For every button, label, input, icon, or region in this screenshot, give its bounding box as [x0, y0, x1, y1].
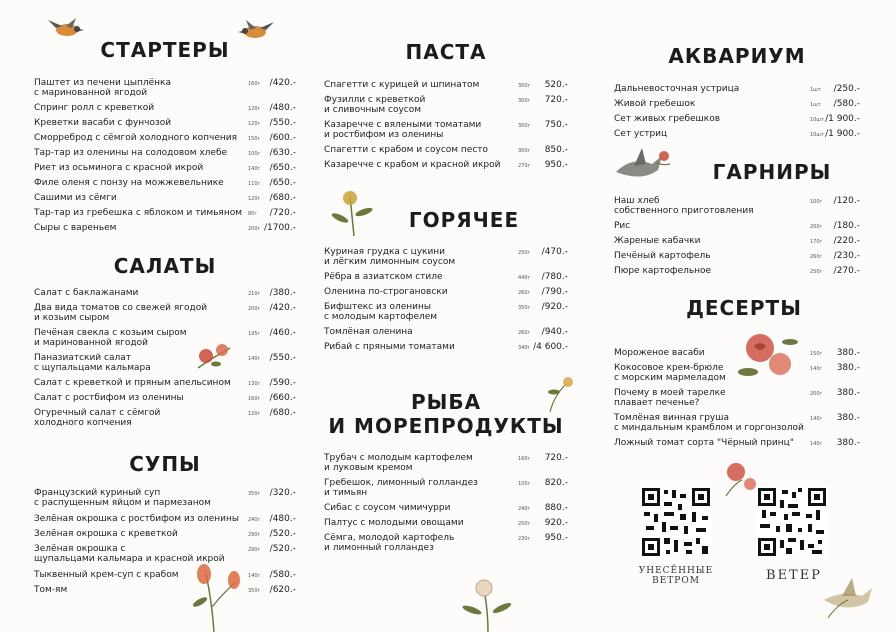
menu-item-name: Филе оленя с понзу на можжевельнике: [34, 178, 224, 188]
menu-item-name: Спагетти с крабом и соусом песто: [324, 145, 489, 155]
menu-item-weight: 200г: [248, 226, 261, 232]
menu-item-price: /580.-: [269, 570, 296, 580]
menu-item-name: Печёный картофель: [614, 251, 711, 261]
menu-item-price: /790.-: [541, 287, 568, 297]
menu-item-price: /650.-: [269, 178, 296, 188]
menu-item-name: Салат с креветкой и пряным апельсином: [34, 378, 231, 388]
menu-item-name: Салат с баклажанами: [34, 288, 139, 298]
menu-item-weight: 120г: [248, 106, 261, 112]
menu-item-price: /940.-: [541, 327, 568, 337]
menu-item-weight: 80г: [248, 211, 257, 217]
menu-item-name: Креветки васаби с фунчозой: [34, 118, 172, 128]
menu-item-name: Дальневосточная устрица: [614, 84, 740, 94]
menu-item-name: Сет живых гребешков: [614, 114, 721, 124]
fish-title-line1: РЫБА: [410, 390, 482, 414]
menu-item-weight: 240г: [518, 506, 531, 512]
qr-code-left[interactable]: [640, 486, 712, 558]
soups-title: СУПЫ: [129, 452, 201, 476]
menu-item-name: Сибас с соусом чимичурри: [324, 503, 451, 513]
menu-item-price: 920.-: [544, 518, 568, 528]
menu-item-name: Казаречче с крабом и красной икрой: [324, 160, 501, 170]
menu-item-price: 950.-: [544, 533, 568, 543]
menu-item-price: /1 900.-: [825, 129, 860, 139]
logo-left-line2: ВЕТРОМ: [652, 576, 700, 586]
menu-item-name: Трубач с молодым картофелем и луковым кремом: [324, 453, 473, 473]
menu-item-weight: 100г: [248, 151, 261, 157]
menu-item-price: 380.-: [836, 348, 860, 358]
menu-item-name: Оленина по-строгановски: [324, 287, 448, 297]
menu-item-name: Сашими из сёмги: [34, 193, 117, 203]
menu-item-weight: 140г: [810, 366, 823, 372]
menu-item-weight: 100г: [810, 199, 823, 205]
qr-code-right[interactable]: [756, 486, 828, 558]
menu-item-name: Огуречный салат с сёмгой холодного копчения: [34, 408, 161, 428]
menu-item-weight: 250г: [810, 269, 823, 275]
menu-item-price: 720.-: [544, 453, 568, 463]
menu-item-name: Гребешок, лимонный голландез и тимьян: [324, 478, 478, 498]
menu-item-price: /550.-: [269, 118, 296, 128]
menu-item-name: Французский куриный суп с распущенным яйцом и пармезаном: [34, 488, 211, 508]
menu-item-name: Зелёная окрошка с щупальцами кальмара и красной икрой: [34, 544, 225, 564]
menu-item-price: 380.-: [836, 438, 860, 448]
aquarium-title: АКВАРИУМ: [668, 44, 806, 68]
menu-item-weight: 120г: [248, 196, 261, 202]
menu-item-name: Салат с ростбифом из оленины: [34, 393, 184, 403]
menu-item-name: Печёная свекла с козьим сыром и маринованной ягодой: [34, 328, 187, 348]
menu-item-weight: 160г: [248, 396, 261, 402]
menu-item-name: Почему в моей тарелке плавает печенье?: [614, 388, 726, 408]
menu-item-weight: 170г: [810, 239, 823, 245]
menu-item-name: Риет из осьминога с красной икрой: [34, 163, 204, 173]
desserts-title: ДЕСЕРТЫ: [686, 296, 802, 320]
menu-item-price: /590.-: [269, 378, 296, 388]
menu-item-price: /470.-: [541, 247, 568, 257]
menu-item-name: Томлёная винная груша с миндальным крамблом и горгонзолой: [614, 413, 804, 433]
menu-item-weight: 260г: [810, 254, 823, 260]
menu-item-weight: 140г: [248, 166, 261, 172]
menu-item-name: Том-ям: [34, 585, 68, 595]
menu-item-weight: 300г: [518, 98, 531, 104]
logo-right: ВЕТЕР: [766, 568, 822, 583]
menu-item-weight: 10шт: [810, 132, 824, 138]
menu-item-weight: 200г: [248, 306, 261, 312]
menu-item-weight: 300г: [518, 148, 531, 154]
menu-item-name: Палтус с молодыми овощами: [324, 518, 464, 528]
menu-item-weight: 240г: [248, 517, 261, 523]
menu-item-name: Два вида томатов со свежей ягодой и козьим сыром: [34, 303, 208, 323]
menu-item-price: /630.-: [269, 148, 296, 158]
menu-item-name: Рёбра в азиатском стиле: [324, 272, 443, 282]
menu-item-weight: 140г: [810, 441, 823, 447]
menu-item-price: 820.-: [544, 478, 568, 488]
menu-item-weight: 290г: [248, 532, 261, 538]
menu-item-price: /920.-: [541, 302, 568, 312]
menu-item-name: Паштет из печени цыплёнка с маринованной ягодой: [34, 78, 172, 98]
menu-item-price: /270.-: [833, 266, 860, 276]
menu-item-price: 380.-: [836, 388, 860, 398]
menu-item-price: /520.-: [269, 544, 296, 554]
menu-item-price: /1700.-: [263, 223, 296, 233]
menu-item-price: /720.-: [269, 208, 296, 218]
hot-title: ГОРЯЧЕЕ: [408, 208, 520, 232]
menu-item-name: Сет устриц: [614, 129, 668, 139]
menu-item-weight: 200г: [518, 521, 531, 527]
menu-item-weight: 160г: [248, 81, 261, 87]
menu-item-weight: 150г: [248, 136, 261, 142]
menu-item-name: Живой гребешок: [614, 99, 696, 109]
menu-item-price: /480.-: [269, 514, 296, 524]
menu-item-price: /230.-: [833, 251, 860, 261]
menu-item-weight: 290г: [248, 547, 261, 553]
menu-item-weight: 1шт: [810, 87, 821, 93]
menu-item-weight: 440г: [518, 275, 531, 281]
menu-item-name: Наш хлеб собственного приготовления: [614, 196, 754, 216]
menu-item-price: 850.-: [544, 145, 568, 155]
menu-item-name: Томлёная оленина: [324, 327, 413, 337]
menu-item-price: /520.-: [269, 529, 296, 539]
menu-item-price: /460.-: [269, 328, 296, 338]
menu-item-weight: 210г: [248, 291, 261, 297]
menu-item-name: Ложный томат сорта "Чёрный принц": [614, 438, 794, 448]
menu-item-name: Фузилли с креветкой и сливочным соусом: [324, 95, 426, 115]
flower-illustration-desserts: [736, 326, 800, 386]
menu-item-name: Сыры с вареньем: [34, 223, 117, 233]
menu-item-price: /650.-: [269, 163, 296, 173]
menu-item-weight: 140г: [248, 573, 261, 579]
menu-item-weight: 260г: [518, 330, 531, 336]
menu-item-weight: 270г: [518, 163, 531, 169]
flower-illustration-soups: [184, 562, 244, 632]
menu-item-name: Зелёная окрошка с ростбифом из оленины: [34, 514, 239, 524]
menu-item-weight: 140г: [248, 356, 261, 362]
menu-item-price: /250.-: [833, 84, 860, 94]
menu-item-price: 720.-: [544, 95, 568, 105]
menu-item-name: Куриная грудка с цукини и лёгким лимонным соусом: [324, 247, 456, 267]
pasta-title: ПАСТА: [405, 40, 487, 64]
menu-item-price: /420.-: [269, 303, 296, 313]
salads-title: САЛАТЫ: [113, 254, 217, 278]
menu-item-name: Бифштекс из оленины с молодым картофелем: [324, 302, 438, 322]
menu-item-name: Тар-тар из оленины на солодовом хлебе: [34, 148, 228, 158]
menu-item-weight: 100г: [518, 481, 531, 487]
sides-title: ГАРНИРЫ: [712, 160, 832, 184]
menu-item-weight: 150г: [810, 351, 823, 357]
flower-illustration-bottom-middle: [458, 570, 518, 632]
menu-item-name: Спагетти с курицей и шпинатом: [324, 80, 480, 90]
menu-item-price: /580.-: [833, 99, 860, 109]
menu-item-price: 880.-: [544, 503, 568, 513]
flower-illustration-salads: [192, 338, 236, 374]
menu-item-weight: 195г: [248, 331, 261, 337]
menu-item-price: /4 600.-: [533, 342, 568, 352]
menu-item-name: Жареные кабачки: [614, 236, 701, 246]
menu-item-price: /550.-: [269, 353, 296, 363]
menu-item-price: 950.-: [544, 160, 568, 170]
menu-item-weight: 130г: [248, 381, 261, 387]
menu-item-price: /320.-: [269, 488, 296, 498]
menu-item-weight: 200г: [810, 391, 823, 397]
menu-item-weight: 250г: [518, 250, 531, 256]
menu-item-weight: 300г: [518, 83, 531, 89]
menu-item-weight: 350г: [518, 305, 531, 311]
flower-illustration-hot: [330, 186, 376, 236]
menu-item-weight: 160г: [518, 456, 531, 462]
bird-illustration-right: [236, 20, 274, 42]
logo-left: [636, 566, 716, 586]
menu-item-name: Сёмга, молодой картофель и лимонный голландез: [324, 533, 455, 553]
menu-item-price: /620.-: [269, 585, 296, 595]
menu-item-name: Паназиатский салат с щупальцами кальмара: [34, 353, 151, 373]
menu-item-weight: 300г: [518, 123, 531, 129]
menu-item-name: Зелёная окрошка с креветкой: [34, 529, 178, 539]
menu-item-weight: 10шт: [810, 117, 824, 123]
menu-item-price: /420.-: [269, 78, 296, 88]
menu-item-price: /680.-: [269, 408, 296, 418]
menu-item-weight: 120г: [248, 121, 261, 127]
menu-item-price: /660.-: [269, 393, 296, 403]
bird-illustration-sides: [612, 146, 672, 186]
menu-item-weight: 110г: [248, 181, 261, 187]
menu-item-name: Казаречче с вялеными томатами и ростбифом из оленины: [324, 120, 482, 140]
menu-item-name: Кокосовое крем-брюле с морским мармеладом: [614, 363, 726, 383]
fish-title-line2: И МОРЕПРОДУКТЫ: [328, 414, 564, 438]
menu-item-name: Тыквенный крем-суп с крабом: [34, 570, 179, 580]
menu-item-price: /120.-: [833, 196, 860, 206]
menu-item-price: /680.-: [269, 193, 296, 203]
menu-item-name: Сморреброд с сёмгой холодного копчения: [34, 133, 238, 143]
menu-item-weight: 230г: [518, 536, 531, 542]
menu-item-price: /1 900.-: [825, 114, 860, 124]
menu-item-name: Спринг ролл с креветкой: [34, 103, 155, 113]
menu-item-weight: 200г: [810, 224, 823, 230]
menu-item-price: /600.-: [269, 133, 296, 143]
menu-item-price: /480.-: [269, 103, 296, 113]
menu-item-name: Рис: [614, 221, 631, 231]
menu-item-price: 380.-: [836, 363, 860, 373]
menu-item-weight: 340г: [518, 345, 531, 351]
menu-item-price: /220.-: [833, 236, 860, 246]
flower-illustration-fish: [540, 372, 582, 412]
menu-item-name: Тар-тар из гребешка с яблоком и тимьяном: [34, 208, 243, 218]
menu-item-weight: 120г: [248, 411, 261, 417]
starters-title: СТАРТЕРЫ: [100, 38, 230, 62]
menu-item-weight: 1шт: [810, 102, 821, 108]
flower-illustration-qr: [716, 458, 760, 498]
menu-item-weight: 350г: [248, 491, 261, 497]
menu-item-price: 520.-: [544, 80, 568, 90]
bird-illustration-left: [48, 18, 86, 40]
menu-item-name: Пюре картофельное: [614, 266, 712, 276]
menu-item-name: Мороженое васаби: [614, 348, 705, 358]
menu-item-price: 380.-: [836, 413, 860, 423]
menu-item-price: /180.-: [833, 221, 860, 231]
menu-item-name: Рибай с пряными томатами: [324, 342, 455, 352]
menu-item-weight: 350г: [248, 588, 261, 594]
logo-left-line1: УНЕСЁННЫЕ: [638, 566, 714, 576]
menu-item-price: /380.-: [269, 288, 296, 298]
menu-item-weight: 140г: [810, 416, 823, 422]
menu-item-price: 750.-: [544, 120, 568, 130]
menu-item-weight: 260г: [518, 290, 531, 296]
menu-item-price: /780.-: [541, 272, 568, 282]
